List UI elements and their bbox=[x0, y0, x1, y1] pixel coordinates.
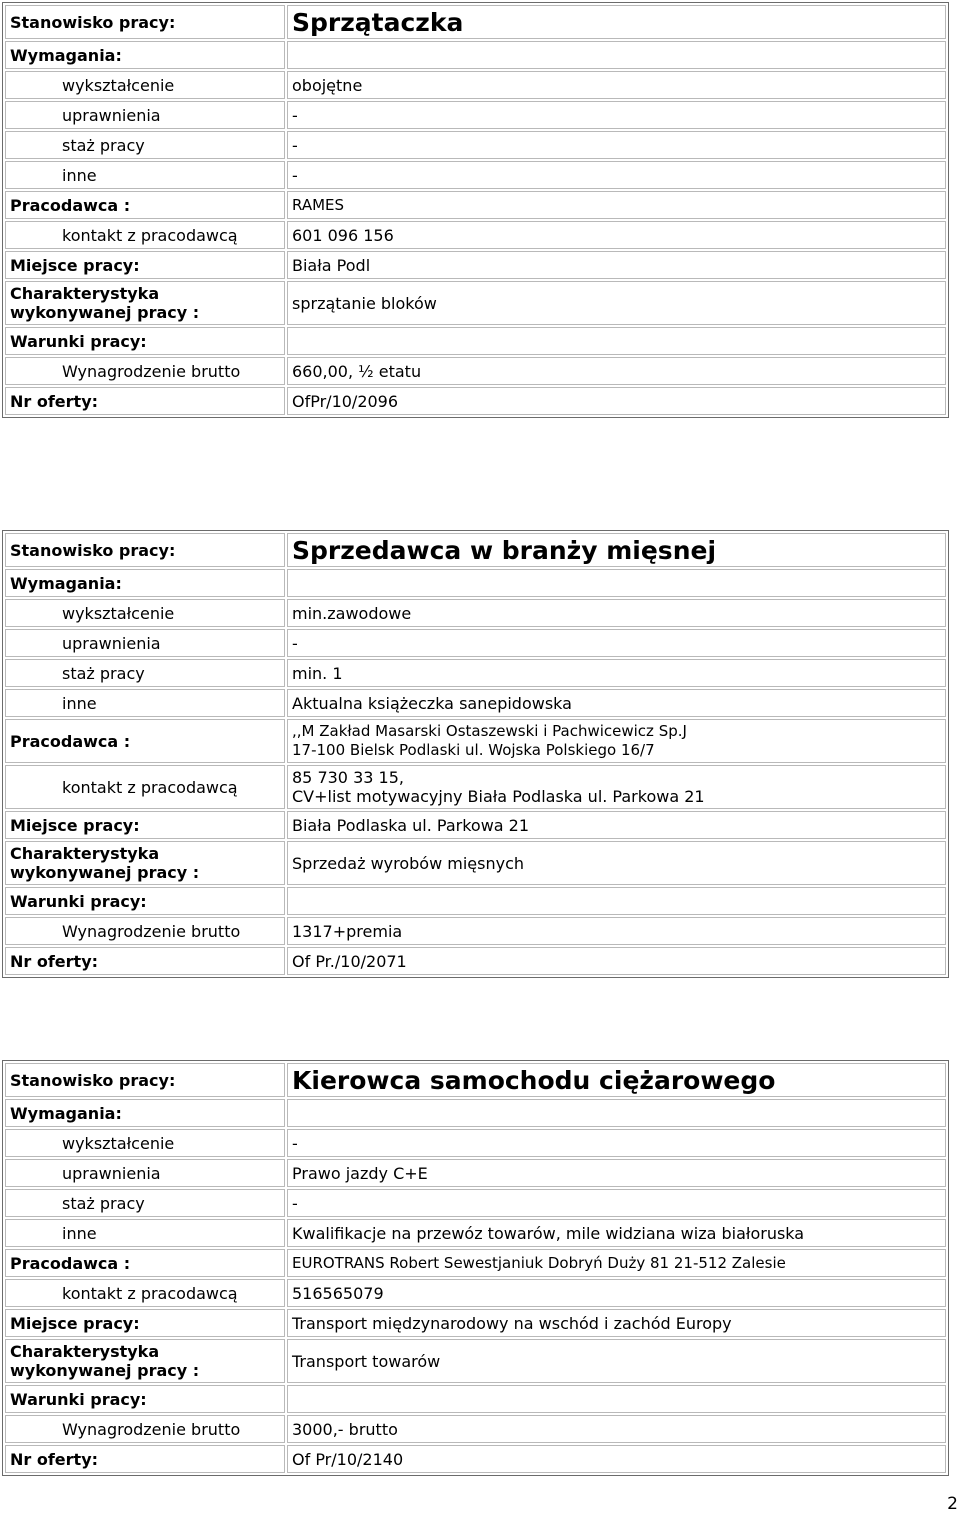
position-title: Sprzątaczka bbox=[287, 5, 946, 39]
offer-number-label: Nr oferty: bbox=[5, 1445, 285, 1473]
position-title: Kierowca samochodu ciężarowego bbox=[287, 1063, 946, 1097]
salary-value: 660,00, ½ etatu bbox=[287, 357, 946, 385]
offer-number-value: OfPr/10/2096 bbox=[287, 387, 946, 415]
education-label: wykształcenie bbox=[5, 1129, 285, 1157]
experience-label: staż pracy bbox=[5, 1189, 285, 1217]
permissions-value: - bbox=[287, 629, 946, 657]
job-description-label-line2: wykonywanej pracy : bbox=[10, 303, 200, 322]
salary-value: 1317+premia bbox=[287, 917, 946, 945]
salary-value: 3000,- brutto bbox=[287, 1415, 946, 1443]
contact-value: 601 096 156 bbox=[287, 221, 946, 249]
permissions-label: uprawnienia bbox=[5, 629, 285, 657]
job-offer-2 bbox=[2, 530, 949, 978]
conditions-label: Warunki pracy: bbox=[5, 1385, 285, 1413]
offer-number-label: Nr oferty: bbox=[5, 387, 285, 415]
requirements-value bbox=[287, 41, 946, 69]
other-value: Kwalifikacje na przewóz towarów, mile widziana wiza białoruska bbox=[287, 1219, 946, 1247]
education-value: min.zawodowe bbox=[287, 599, 946, 627]
position-label: Stanowisko pracy: bbox=[5, 5, 285, 39]
workplace-value: Transport międzynarodowy na wschód i zachód Europy bbox=[287, 1309, 946, 1337]
workplace-label: Miejsce pracy: bbox=[5, 1309, 285, 1337]
employer-value: RAMES bbox=[287, 191, 946, 219]
education-label: wykształcenie bbox=[5, 71, 285, 99]
contact-label: kontakt z pracodawcą bbox=[5, 221, 285, 249]
other-label: inne bbox=[5, 161, 285, 189]
other-value: Aktualna książeczka sanepidowska bbox=[287, 689, 946, 717]
requirements-label: Wymagania: bbox=[5, 569, 285, 597]
other-value: - bbox=[287, 161, 946, 189]
employer-line2: 17-100 Bielsk Podlaski ul. Wojska Polskiego 16/7 bbox=[292, 741, 655, 759]
position-title: Sprzedawca w branży mięsnej bbox=[287, 533, 946, 567]
workplace-value: Biała Podlaska ul. Parkowa 21 bbox=[287, 811, 946, 839]
conditions-value bbox=[287, 327, 946, 355]
permissions-value: Prawo jazdy C+E bbox=[287, 1159, 946, 1187]
conditions-label: Warunki pracy: bbox=[5, 887, 285, 915]
job-description-value: sprzątanie bloków bbox=[287, 281, 946, 325]
employer-label: Pracodawca : bbox=[5, 719, 285, 763]
job-description-label bbox=[5, 1339, 285, 1383]
employer-value bbox=[287, 719, 946, 763]
position-label: Stanowisko pracy: bbox=[5, 533, 285, 567]
experience-value: - bbox=[287, 1189, 946, 1217]
other-label: inne bbox=[5, 689, 285, 717]
employer-line1: ,,M Zakład Masarski Ostaszewski i Pachwicewicz Sp.J bbox=[292, 722, 687, 740]
education-label: wykształcenie bbox=[5, 599, 285, 627]
requirements-value bbox=[287, 1099, 946, 1127]
requirements-value bbox=[287, 569, 946, 597]
employer-label: Pracodawca : bbox=[5, 1249, 285, 1277]
job-description-label-line1: Charakterystyka bbox=[10, 1342, 160, 1361]
contact-label: kontakt z pracodawcą bbox=[5, 1279, 285, 1307]
job-offer-3 bbox=[2, 1060, 949, 1476]
salary-label: Wynagrodzenie brutto bbox=[5, 1415, 285, 1443]
experience-value: - bbox=[287, 131, 946, 159]
employer-label: Pracodawca : bbox=[5, 191, 285, 219]
job-description-value: Sprzedaż wyrobów mięsnych bbox=[287, 841, 946, 885]
experience-label: staż pracy bbox=[5, 659, 285, 687]
permissions-label: uprawnienia bbox=[5, 1159, 285, 1187]
offer-number-value: Of Pr./10/2071 bbox=[287, 947, 946, 975]
contact-label: kontakt z pracodawcą bbox=[5, 765, 285, 809]
contact-value bbox=[287, 765, 946, 809]
employer-value: EUROTRANS Robert Sewestjaniuk Dobryń Duży 81 21-512 Zalesie bbox=[287, 1249, 946, 1277]
conditions-value bbox=[287, 1385, 946, 1413]
education-value: - bbox=[287, 1129, 946, 1157]
conditions-value bbox=[287, 887, 946, 915]
job-description-label-line2: wykonywanej pracy : bbox=[10, 1361, 200, 1380]
requirements-label: Wymagania: bbox=[5, 1099, 285, 1127]
experience-value: min. 1 bbox=[287, 659, 946, 687]
other-label: inne bbox=[5, 1219, 285, 1247]
workplace-label: Miejsce pracy: bbox=[5, 811, 285, 839]
permissions-label: uprawnienia bbox=[5, 101, 285, 129]
education-value: obojętne bbox=[287, 71, 946, 99]
workplace-label: Miejsce pracy: bbox=[5, 251, 285, 279]
page-number: 2 bbox=[947, 1494, 958, 1514]
offer-number-label: Nr oferty: bbox=[5, 947, 285, 975]
job-description-value: Transport towarów bbox=[287, 1339, 946, 1383]
salary-label: Wynagrodzenie brutto bbox=[5, 917, 285, 945]
contact-line1: 85 730 33 15, bbox=[292, 768, 404, 787]
job-description-label bbox=[5, 841, 285, 885]
job-description-label-line2: wykonywanej pracy : bbox=[10, 863, 200, 882]
conditions-label: Warunki pracy: bbox=[5, 327, 285, 355]
offer-number-value: Of Pr/10/2140 bbox=[287, 1445, 946, 1473]
position-label: Stanowisko pracy: bbox=[5, 1063, 285, 1097]
job-description-label-line1: Charakterystyka bbox=[10, 844, 160, 863]
contact-value: 516565079 bbox=[287, 1279, 946, 1307]
job-description-label-line1: Charakterystyka bbox=[10, 284, 160, 303]
job-description-label bbox=[5, 281, 285, 325]
experience-label: staż pracy bbox=[5, 131, 285, 159]
requirements-label: Wymagania: bbox=[5, 41, 285, 69]
workplace-value: Biała Podl bbox=[287, 251, 946, 279]
job-offer-1 bbox=[2, 2, 949, 418]
permissions-value: - bbox=[287, 101, 946, 129]
salary-label: Wynagrodzenie brutto bbox=[5, 357, 285, 385]
contact-line2: CV+list motywacyjny Biała Podlaska ul. Parkowa 21 bbox=[292, 787, 705, 806]
